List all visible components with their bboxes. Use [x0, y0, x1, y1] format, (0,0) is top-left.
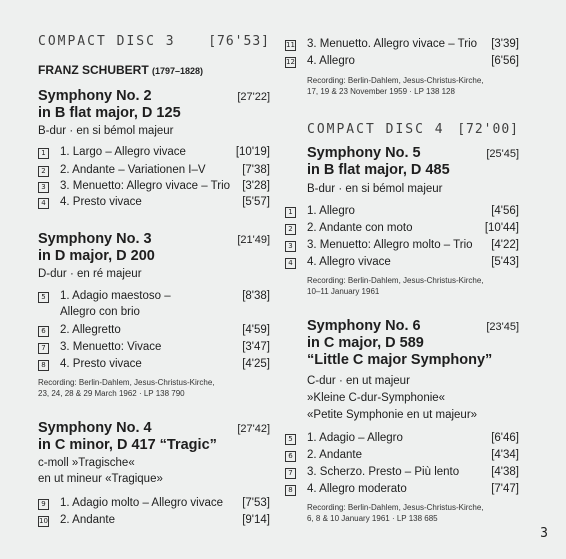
symphony-2-title-line1: Symphony No. 2 [38, 88, 152, 104]
recording-note-disc3-a [38, 377, 215, 399]
track-row [38, 164, 270, 179]
disc-4-duration: [72'00] [457, 122, 519, 137]
track-row [285, 55, 519, 70]
track-title: 4. Allegro vivace [307, 256, 391, 268]
track-title: 2. Andante con moto [307, 222, 413, 234]
symphony-5-title-line1: Symphony No. 5 [307, 145, 421, 161]
recording-line: Recording: Berlin-Dahlem, Jesus-Christus-Kirche, [307, 276, 484, 285]
symphony-2-subtitle: B-dur · en si bémol majeur [38, 125, 174, 137]
recording-line: Recording: Berlin-Dahlem, Jesus-Christus-Kirche, [307, 76, 484, 85]
track-duration: [10'19] [235, 146, 270, 158]
track-duration: [4'59] [242, 324, 270, 336]
track-title: 1. Largo – Allegro vivace [60, 146, 186, 158]
recording-note-disc4-a [307, 275, 484, 297]
track-number: 6 [38, 326, 49, 337]
track-row [285, 239, 519, 254]
track-duration: [7'38] [242, 164, 270, 176]
track-title: 3. Menuetto: Vivace [60, 341, 162, 353]
symphony-6-subtitle-fr: «Petite Symphonie en ut majeur» [307, 409, 478, 421]
track-row [38, 196, 270, 211]
track-duration: [6'56] [491, 55, 519, 67]
track-number: 8 [285, 485, 296, 496]
track-row [38, 358, 270, 373]
track-duration: [4'38] [491, 466, 519, 478]
track-duration: [7'53] [242, 497, 270, 509]
symphony-3-title-line2: in D major, D 200 [38, 248, 155, 264]
recording-line: 17, 19 & 23 November 1959 · LP 138 128 [307, 87, 455, 96]
symphony-4-subtitle: c-moll »Tragische« [38, 457, 135, 469]
symphony-4-title-line2: in C minor, D 417 “Tragic” [38, 437, 217, 453]
symphony-5-duration: [25'45] [486, 148, 519, 160]
track-number: 7 [285, 468, 296, 479]
composer [38, 63, 203, 77]
track-title: 4. Allegro moderato [307, 483, 407, 495]
track-title: 1. Adagio – Allegro [307, 432, 403, 444]
track-number: 7 [38, 343, 49, 354]
track-title: 1. Adagio molto – Allegro vivace [60, 497, 224, 509]
track-row [38, 290, 270, 305]
track-duration: [5'43] [491, 256, 519, 268]
recording-line: 23, 24, 28 & 29 March 1962 · LP 138 790 [38, 389, 185, 398]
track-title: 2. Andante [60, 514, 115, 526]
symphony-2-duration: [27'22] [237, 91, 270, 103]
track-duration: [3'47] [242, 341, 270, 353]
symphony-2-title-line2: in B flat major, D 125 [38, 105, 181, 121]
page-number: 3 [540, 526, 548, 541]
symphony-4-title-line1: Symphony No. 4 [38, 420, 152, 436]
track-number: 3 [285, 241, 296, 252]
track-duration: [4'34] [491, 449, 519, 461]
track-duration: [7'47] [491, 483, 519, 495]
track-row [38, 180, 270, 195]
track-number: 11 [286, 41, 295, 49]
track-row [38, 341, 270, 356]
track-title: 4. Presto vivace [60, 358, 142, 370]
track-row [285, 222, 519, 237]
track-duration: [3'39] [491, 38, 519, 50]
track-title: 3. Menuetto: Allegro vivace – Trio [60, 180, 231, 192]
disc-3-header: COMPACT DISC 3 [38, 34, 176, 49]
track-duration: [10'44] [484, 222, 519, 234]
symphony-6-title-line1: Symphony No. 6 [307, 318, 421, 334]
symphony-6-title-line2: in C major, D 589 [307, 335, 424, 351]
track-row [285, 205, 519, 220]
track-title: 4. Allegro [307, 55, 355, 67]
recording-line: Recording: Berlin-Dahlem, Jesus-Christus-Kirche, [38, 378, 215, 387]
track-number: 1 [38, 148, 49, 159]
track-row-continued [38, 306, 270, 321]
track-title: 3. Scherzo. Presto – Più lento [307, 466, 460, 478]
track-number: 6 [285, 451, 296, 462]
track-row [285, 449, 519, 464]
track-number: 5 [285, 434, 296, 445]
track-title: 1. Allegro [307, 205, 355, 217]
track-duration: [3'28] [242, 180, 270, 192]
symphony-6-subtitle-de: »Kleine C-dur-Symphonie« [307, 392, 446, 404]
track-number: 1 [285, 207, 296, 218]
track-title: 3. Menuetto. Allegro vivace – Trio [307, 38, 478, 50]
symphony-4-duration: [27'42] [237, 423, 270, 435]
track-duration: [9'14] [242, 514, 270, 526]
track-number: 2 [38, 166, 49, 177]
track-number: 9 [38, 499, 49, 510]
track-row [38, 497, 270, 512]
track-duration: [8'38] [242, 290, 270, 302]
track-duration: [6'46] [491, 432, 519, 444]
track-number: 3 [38, 182, 49, 193]
track-title: 2. Allegretto [60, 324, 121, 336]
symphony-6-title-line3: “Little C major Symphony” [307, 352, 493, 368]
track-row [38, 324, 270, 339]
track-duration: [4'56] [491, 205, 519, 217]
track-number: 4 [285, 258, 296, 269]
track-title-continued: Allegro con brio [60, 306, 140, 318]
composer-dates: (1797–1828) [152, 66, 204, 76]
track-duration: [4'22] [491, 239, 519, 251]
track-title: 2. Andante – Variationen I–V [60, 164, 206, 176]
symphony-6-subtitle: C-dur · en ut majeur [307, 375, 410, 387]
track-row [285, 466, 519, 481]
track-row [285, 256, 519, 271]
track-title: 4. Presto vivace [60, 196, 142, 208]
symphony-4-subtitle-fr: en ut mineur «Tragique» [38, 473, 163, 485]
symphony-5-subtitle: B-dur · en si bémol majeur [307, 183, 443, 195]
symphony-3-title-line1: Symphony No. 3 [38, 231, 152, 247]
track-row [38, 146, 270, 161]
track-number: 2 [285, 224, 296, 235]
track-duration: [5'57] [242, 196, 270, 208]
track-duration: [4'25] [242, 358, 270, 370]
symphony-3-duration: [21'49] [237, 234, 270, 246]
recording-line: Recording: Berlin-Dahlem, Jesus-Christus-Kirche, [307, 503, 484, 512]
track-number: 12 [286, 58, 295, 66]
disc-4-header: COMPACT DISC 4 [307, 122, 445, 137]
symphony-3-subtitle: D-dur · en ré majeur [38, 268, 142, 280]
track-row [38, 514, 270, 529]
track-title: 2. Andante [307, 449, 362, 461]
recording-note-disc3-b [307, 75, 484, 97]
symphony-6-duration: [23'45] [486, 321, 519, 333]
composer-name: FRANZ SCHUBERT [38, 63, 149, 77]
track-row [285, 483, 519, 498]
track-number: 4 [38, 198, 49, 209]
track-number: 10 [39, 517, 48, 525]
track-title: 3. Menuetto: Allegro molto – Trio [307, 239, 473, 251]
track-number: 8 [38, 360, 49, 371]
track-number: 5 [38, 292, 49, 303]
track-row [285, 432, 519, 447]
symphony-5-title-line2: in B flat major, D 485 [307, 162, 450, 178]
recording-line: 6, 8 & 10 January 1961 · LP 138 685 [307, 514, 438, 523]
track-title: 1. Adagio maestoso – [60, 290, 171, 302]
recording-line: 10–11 January 1961 [307, 287, 380, 296]
track-row [285, 38, 519, 53]
recording-note-disc4-b [307, 502, 484, 524]
disc-3-duration: [76'53] [208, 34, 270, 49]
